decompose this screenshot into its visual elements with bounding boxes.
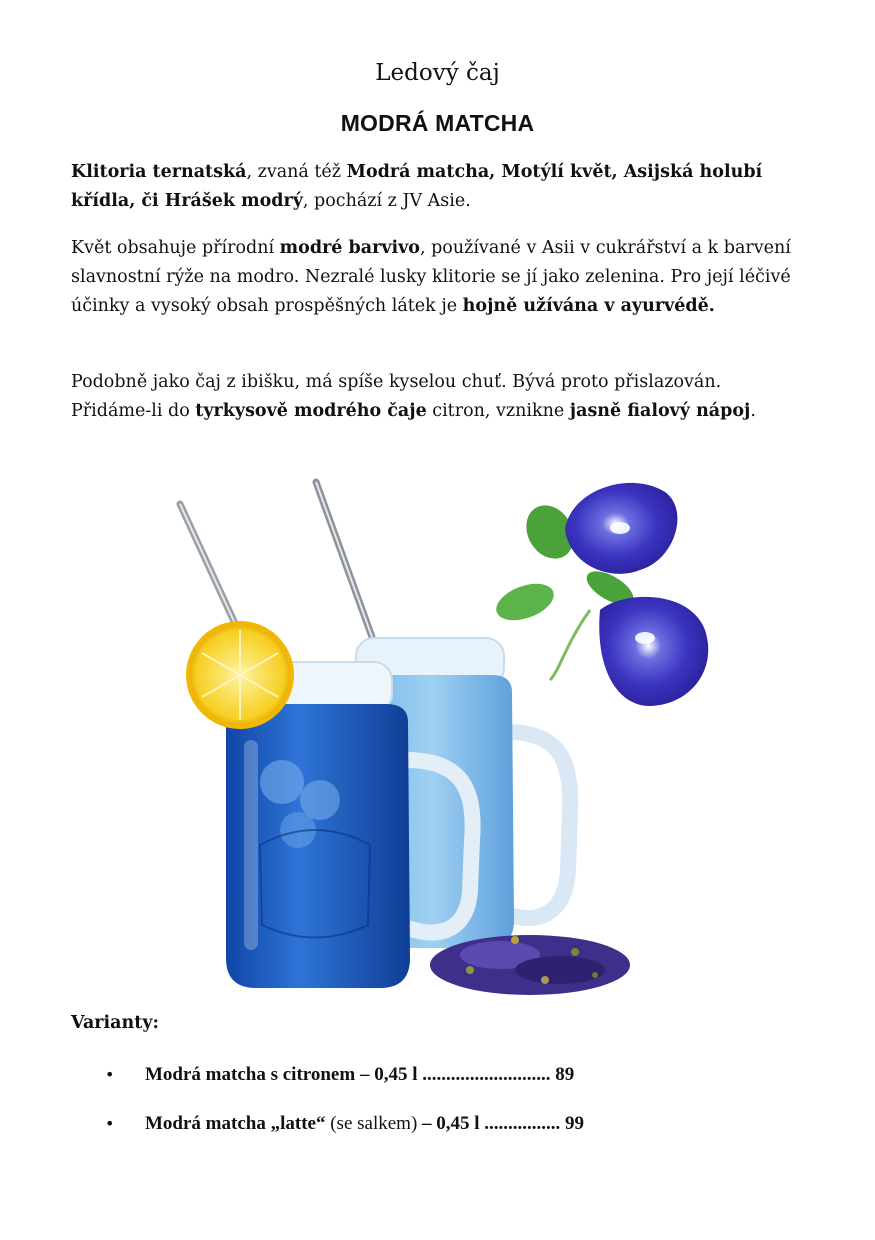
bold-text: tyrkysově modrého čaje [195, 401, 427, 421]
bold-text: Modrá matcha, Motýlí květ, Asijská holubí křídla, či Hrášek modrý [71, 162, 763, 211]
page-subtitle: Ledový čaj [375, 60, 500, 86]
variant-price: – 0,45 l ................ 99 [422, 1113, 585, 1134]
variant-item [105, 1113, 765, 1135]
intro-paragraph-1 [71, 158, 791, 216]
text: Květ obsahuje přírodní [71, 238, 280, 258]
variants-heading: Varianty: [71, 1013, 159, 1033]
intro-paragraph-2 [71, 234, 791, 321]
text: Podobně jako čaj z ibišku, má spíše kyselou chuť. Bývá proto přislazován. Přidáme-li do [71, 372, 722, 421]
tea-illustration [170, 470, 730, 1010]
variant-item [105, 1064, 765, 1086]
variant-note: (se salkem) [325, 1113, 423, 1134]
text: citron, vznikne [426, 401, 570, 421]
bold-text: modré barvivo [279, 238, 420, 258]
variant-name: Modrá matcha s citronem – 0,45 l ........................... 89 [145, 1064, 575, 1085]
bullet: • [105, 1065, 115, 1084]
text: , zvaná též [246, 162, 347, 182]
text: . [750, 401, 756, 421]
text: , pochází z JV Asie. [302, 191, 471, 211]
intro-paragraph-3 [71, 368, 791, 426]
variant-text [145, 1113, 584, 1135]
bold-text: hojně užívána v ayurvédě. [462, 296, 715, 316]
variant-text [145, 1064, 574, 1086]
butterfly-pea-flower-icon [491, 483, 708, 706]
variant-name: Modrá matcha „latte“ [145, 1113, 326, 1134]
bold-text: Klitoria ternatská [71, 162, 247, 182]
dried-flowers-icon [430, 935, 630, 995]
text: , používané v Asii v cukrářství a k barvení slavnostní rýže na modro. Nezralé lusky klitorie se jí jako zelenina. Pro její léčivé účinky a vysoký obsah prospěšných látek je [71, 238, 791, 316]
bold-text: jasně fialový nápoj [569, 401, 751, 421]
page-title: MODRÁ MATCHA [340, 110, 535, 136]
bullet: • [105, 1114, 115, 1133]
lemon-slice-icon [188, 623, 292, 727]
